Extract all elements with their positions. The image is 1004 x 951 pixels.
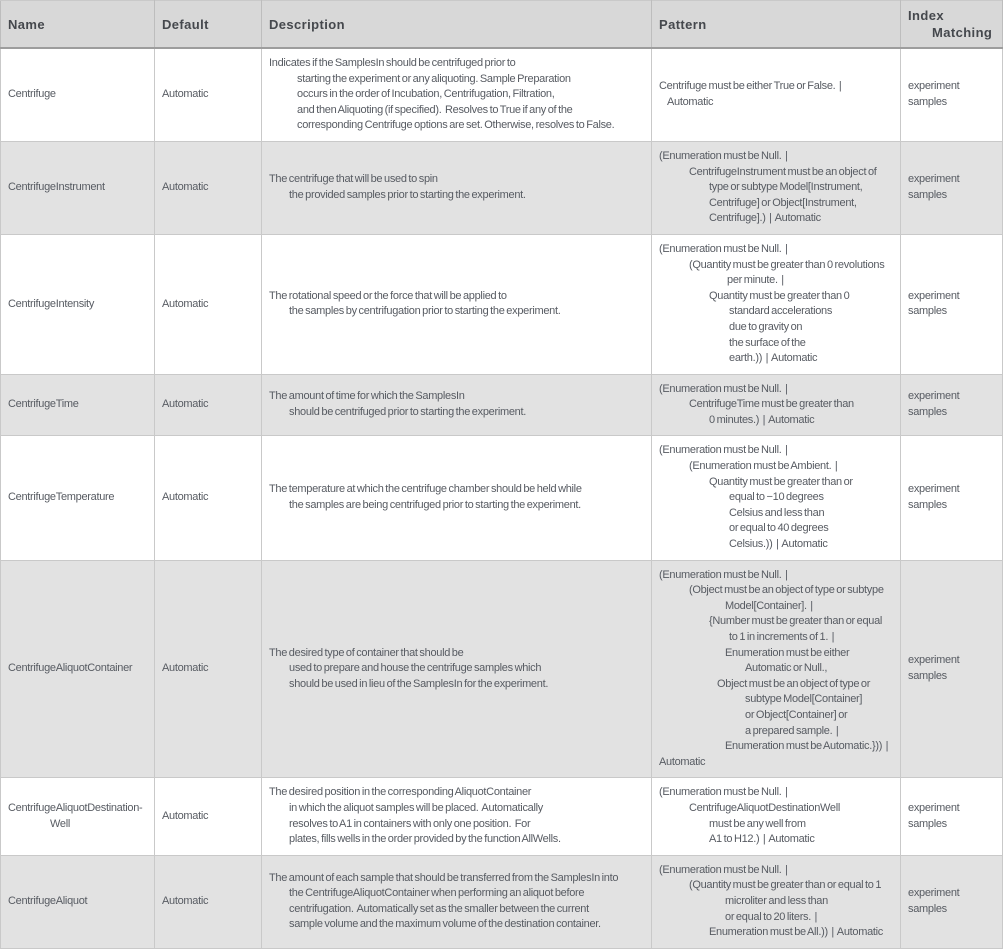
pattern-cell — [652, 374, 901, 436]
table-header — [1, 1, 1003, 49]
pattern-cell — [652, 234, 901, 374]
table-row — [1, 374, 1003, 436]
text-line: (Quantity must be greater than 0 revolutions — [689, 258, 885, 271]
name-cell — [1, 855, 155, 948]
pattern-cell — [652, 855, 901, 948]
text-line: CentrifugeTime — [8, 398, 79, 411]
text-line: experiment samples — [908, 289, 962, 318]
name-cell — [1, 436, 155, 560]
text-line: The amount of time for which the SamplesIn — [269, 390, 465, 403]
text-line: experiment samples — [908, 654, 962, 682]
text-line: Automatic — [162, 809, 209, 822]
text-line: subtype Model[Container] — [745, 693, 863, 706]
text-line: starting the experiment or any aliquoting. Sample Preparation — [297, 72, 571, 85]
index-matching-cell — [901, 436, 1003, 560]
text-line: occurs in the order of Incubation, Centrifugation, Filtration, — [297, 88, 555, 101]
text-line: (Object must be an object of type or subtype — [689, 584, 884, 597]
text-line: resolves to A1 in containers with only one position. For — [289, 817, 531, 830]
text-line: standard accelerations — [729, 305, 833, 318]
default-cell — [155, 560, 262, 778]
text-line: Enumeration must be either — [725, 646, 850, 659]
pattern-cell — [652, 141, 901, 234]
index-matching-cell — [901, 141, 1003, 234]
index-matching-cell — [901, 778, 1003, 855]
text-line: Object must be an object of type or — [717, 677, 871, 690]
text-line: {Number must be greater than or equal — [709, 615, 883, 628]
text-line: (Enumeration must be Null. | — [659, 786, 788, 799]
description-cell — [262, 560, 652, 778]
header-name: Name — [1, 1, 155, 49]
text-line: due to gravity on — [729, 320, 803, 333]
text-line: type or subtype Model[Instrument, — [709, 181, 863, 194]
text-line: Automatic or Null., — [745, 662, 828, 675]
table-row — [1, 141, 1003, 234]
table-body — [1, 48, 1003, 948]
text-line: Automatic — [162, 181, 209, 194]
header-row — [1, 1, 1003, 49]
text-line: in which the aliquot samples will be placed. Automatically — [289, 801, 543, 814]
header-index-line1: Index — [908, 8, 944, 23]
header-default: Default — [155, 1, 262, 49]
text-line: experiment samples — [908, 483, 962, 512]
text-line: Quantity must be greater than or — [709, 475, 853, 488]
text-line: The desired position in the corresponding AliquotContainer — [269, 786, 532, 799]
text-line: the samples by centrifugation prior to starting the experiment. — [289, 305, 561, 318]
text-line: CentrifugeAliquotDestination- — [8, 801, 143, 814]
default-cell — [155, 374, 262, 436]
text-line: Model[Container]. | — [725, 599, 813, 612]
text-line: (Enumeration must be Null. | — [659, 568, 788, 581]
pattern-cell — [652, 48, 901, 141]
name-cell — [1, 48, 155, 141]
text-line: should be centrifuged prior to starting the experiment. — [289, 406, 526, 419]
table-row — [1, 778, 1003, 855]
text-line: earth.)) | Automatic — [729, 352, 818, 365]
description-cell — [262, 141, 652, 234]
text-line: Indicates if the SamplesIn should be centrifuged prior to — [269, 57, 516, 69]
text-line: the provided samples prior to starting the experiment. — [289, 188, 526, 201]
table-row — [1, 436, 1003, 560]
text-line: Automatic — [162, 88, 209, 101]
text-line: to 1 in increments of 1. | — [729, 631, 835, 643]
text-line: must be any well from — [709, 817, 806, 830]
text-line: Celsius and less than — [729, 506, 825, 519]
text-line: A1 to H12.) | Automatic — [709, 833, 815, 846]
text-line: Centrifuge must be either True or False. | — [659, 80, 842, 93]
index-matching-cell — [901, 48, 1003, 141]
header-description: Description — [262, 1, 652, 49]
text-line: (Enumeration must be Null. | — [659, 242, 788, 255]
pattern-cell — [652, 436, 901, 560]
text-line: The amount of each sample that should be transferred from the SamplesIn into — [269, 871, 619, 884]
text-line: CentrifugeAliquot — [8, 894, 88, 907]
text-line: CentrifugeTemperature — [8, 491, 115, 504]
text-line: experiment samples — [908, 390, 962, 419]
text-line: and then Aliquoting (if specified). Resolves to True if any of the — [297, 103, 573, 116]
header-pattern: Pattern — [652, 1, 901, 49]
text-line: microliter and less than — [725, 894, 828, 907]
name-cell — [1, 560, 155, 778]
text-line: sample volume and the maximum volume of the destination container. — [289, 918, 601, 931]
text-line: The rotational speed or the force that will be applied to — [269, 289, 507, 302]
index-matching-cell — [901, 234, 1003, 374]
text-line: the CentrifugeAliquotContainer when performing an aliquot before — [289, 887, 585, 900]
text-line: CentrifugeIntensity — [8, 297, 95, 310]
text-line: Well — [50, 817, 70, 830]
text-line: equal to −10 degrees — [729, 491, 824, 504]
text-line: experiment samples — [908, 173, 962, 201]
table-row — [1, 234, 1003, 374]
table-row — [1, 560, 1003, 778]
description-cell — [262, 48, 652, 141]
text-line: (Enumeration must be Null. | — [659, 863, 788, 876]
text-line: or Object[Container] or — [745, 708, 848, 721]
name-cell — [1, 234, 155, 374]
name-cell — [1, 778, 155, 855]
text-line: (Enumeration must be Ambient. | — [689, 460, 838, 473]
text-line: Automatic — [162, 662, 209, 675]
text-line: Automatic — [162, 491, 209, 504]
text-line: Automatic — [162, 894, 209, 907]
text-line: or equal to 20 liters. | — [725, 910, 818, 923]
text-line: Enumeration must be All.)) | Automatic — [709, 926, 883, 939]
text-line: the samples are being centrifuged prior to starting the experiment. — [289, 499, 581, 512]
header-index-matching — [901, 1, 1003, 49]
text-line: Automatic — [659, 755, 706, 768]
text-line: Enumeration must be Automatic.})) | — [725, 740, 889, 753]
text-line: Quantity must be greater than 0 — [709, 289, 850, 302]
name-cell — [1, 374, 155, 436]
text-line: Automatic — [162, 398, 209, 411]
default-cell — [155, 141, 262, 234]
text-line: a prepared sample. | — [745, 724, 839, 737]
text-line: The desired type of container that should be — [269, 646, 464, 659]
text-line: The centrifuge that will be used to spin — [269, 173, 438, 186]
default-cell — [155, 778, 262, 855]
description-cell — [262, 436, 652, 560]
text-line: used to prepare and house the centrifuge samples which — [289, 662, 542, 675]
description-cell — [262, 234, 652, 374]
text-line: Automatic — [667, 95, 714, 108]
default-cell — [155, 48, 262, 141]
text-line: Automatic — [162, 297, 209, 310]
description-cell — [262, 778, 652, 855]
name-cell — [1, 141, 155, 234]
text-line: The temperature at which the centrifuge chamber should be held while — [269, 483, 582, 496]
pattern-cell — [652, 778, 901, 855]
text-line: Centrifuge — [8, 88, 56, 101]
text-line: experiment samples — [908, 80, 962, 108]
text-line: (Enumeration must be Null. | — [659, 382, 788, 395]
default-cell — [155, 234, 262, 374]
default-cell — [155, 855, 262, 948]
text-line: or equal to 40 degrees — [729, 522, 829, 535]
index-matching-cell — [901, 855, 1003, 948]
text-line: CentrifugeAliquotContainer — [8, 662, 133, 675]
text-line: the surface of the — [729, 336, 806, 349]
text-line: (Quantity must be greater than or equal to 1 — [689, 879, 882, 892]
text-line: Centrifuge].) | Automatic — [709, 212, 821, 225]
text-line: 0 minutes.) | Automatic — [709, 413, 815, 426]
text-line: corresponding Centrifuge options are set. Otherwise, resolves to False. — [297, 119, 615, 132]
text-line: plates, fills wells in the order provided by the function AllWells. — [289, 833, 561, 846]
text-line: (Enumeration must be Null. | — [659, 444, 788, 457]
text-line: CentrifugeTime must be greater than — [689, 398, 854, 411]
table-row — [1, 855, 1003, 948]
text-line: experiment samples — [908, 801, 962, 830]
text-line: CentrifugeInstrument — [8, 181, 105, 194]
text-line: Centrifuge] or Object[Instrument, — [709, 196, 857, 209]
text-line: should be used in lieu of the SamplesIn for the experiment. — [289, 677, 549, 690]
text-line: CentrifugeAliquotDestinationWell — [689, 801, 841, 814]
text-line: CentrifugeInstrument must be an object of — [689, 165, 877, 178]
text-line: centrifugation. Automatically set as the smaller between the current — [289, 902, 589, 915]
default-cell — [155, 436, 262, 560]
description-cell — [262, 855, 652, 948]
index-matching-cell — [901, 560, 1003, 778]
text-line: Celsius.)) | Automatic — [729, 538, 828, 551]
pattern-cell — [652, 560, 901, 778]
index-matching-cell — [901, 374, 1003, 436]
text-line: per minute. | — [727, 274, 784, 287]
text-line: experiment samples — [908, 887, 962, 915]
description-cell — [262, 374, 652, 436]
text-line: (Enumeration must be Null. | — [659, 149, 788, 162]
table-row — [1, 48, 1003, 141]
header-index-line2: Matching — [932, 25, 993, 40]
